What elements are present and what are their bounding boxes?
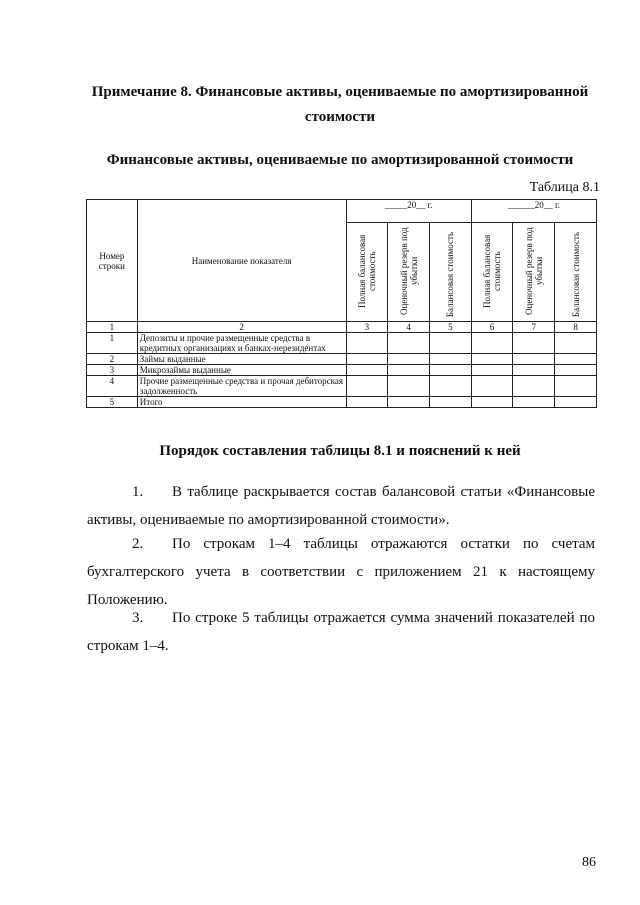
value-cell [346,376,388,397]
value-cell [346,354,388,365]
value-cell [388,354,430,365]
value-cell [388,365,430,376]
header-period-2: ______20__ г. [471,200,596,223]
table-row [87,333,597,354]
row-name: Итого [137,397,346,408]
header-loss-allowance-2: Оценочный резерв под убытки [513,223,555,322]
value-cell [555,397,597,408]
value-cell [471,354,513,365]
index-cell: 7 [513,322,555,333]
table-row [87,365,597,376]
row-number: 1 [87,333,138,354]
value-cell [388,397,430,408]
value-cell [429,333,471,354]
header-gross-carrying-2: Полная балансовая стоимость [471,223,513,322]
header-period-1: _____20__ г. [346,200,471,223]
section-title: Порядок составления таблицы 8.1 и пояснений к ней [159,443,521,459]
value-cell [555,376,597,397]
index-cell: 3 [346,322,388,333]
table-row [87,354,597,365]
value-cell [555,354,597,365]
header-carrying-value-2: Балансовая стоимость [555,223,597,322]
table-row [87,397,597,408]
header-gross-carrying-1: Полная балансовая стоимость [346,223,388,322]
value-cell [346,397,388,408]
index-cell: 4 [388,322,430,333]
value-cell [513,397,555,408]
index-cell: 1 [87,322,138,333]
index-cell: 2 [137,322,346,333]
paragraph-number: 2. [132,536,144,552]
financial-assets-table [86,199,597,408]
value-cell [513,354,555,365]
header-row-number: Номер строки [87,200,138,322]
row-number: 4 [87,376,138,397]
value-cell [388,333,430,354]
paragraph-3 [87,604,595,660]
header-loss-allowance-1: Оценочный резерв под убытки [388,223,430,322]
value-cell [471,397,513,408]
row-number: 2 [87,354,138,365]
value-cell [429,376,471,397]
paragraph-text: В таблице раскрывается состав балансовой статьи «Финансовые активы, оцениваемые по амортизированной стоимости». [87,484,595,528]
table-row [87,376,597,397]
paragraph-text: По строке 5 таблицы отражается сумма значений показателей по строкам 1–4. [87,610,595,654]
row-number: 5 [87,397,138,408]
value-cell [429,397,471,408]
row-name: Займы выданные [137,354,346,365]
paragraph-1 [87,478,595,534]
index-cell: 5 [429,322,471,333]
paragraph-number: 1. [132,484,144,500]
paragraph-text: По строкам 1–4 таблицы отражаются остатки по счетам бухгалтерского учета в соответствии с приложением 21 к настоящему Положению. [87,536,595,608]
value-cell [555,333,597,354]
value-cell [471,365,513,376]
page-number: 86 [582,855,596,870]
paragraph-2 [87,530,595,614]
value-cell [429,365,471,376]
value-cell [513,333,555,354]
header-indicator-name: Наименование показателя [137,200,346,322]
row-number: 3 [87,365,138,376]
row-name: Депозиты и прочие размещенные средства в кредитных организациях и банках-нерезидентах [137,333,346,354]
row-name: Микрозаймы выданные [137,365,346,376]
table-caption: Таблица 8.1 [529,180,600,195]
value-cell [429,354,471,365]
index-cell: 6 [471,322,513,333]
value-cell [346,333,388,354]
value-cell [471,333,513,354]
value-cell [513,376,555,397]
column-index-row [87,322,597,333]
value-cell [513,365,555,376]
header-carrying-value-1: Балансовая стоимость [429,223,471,322]
value-cell [471,376,513,397]
index-cell: 8 [555,322,597,333]
paragraph-number: 3. [132,610,144,626]
value-cell [555,365,597,376]
value-cell [388,376,430,397]
note-title: Примечание 8. Финансовые активы, оцениваемые по амортизированной стоимости [91,84,589,125]
row-name: Прочие размещенные средства и прочая дебиторская задолженность [137,376,346,397]
value-cell [346,365,388,376]
table-title: Финансовые активы, оцениваемые по амортизированной стоимости [106,152,574,168]
